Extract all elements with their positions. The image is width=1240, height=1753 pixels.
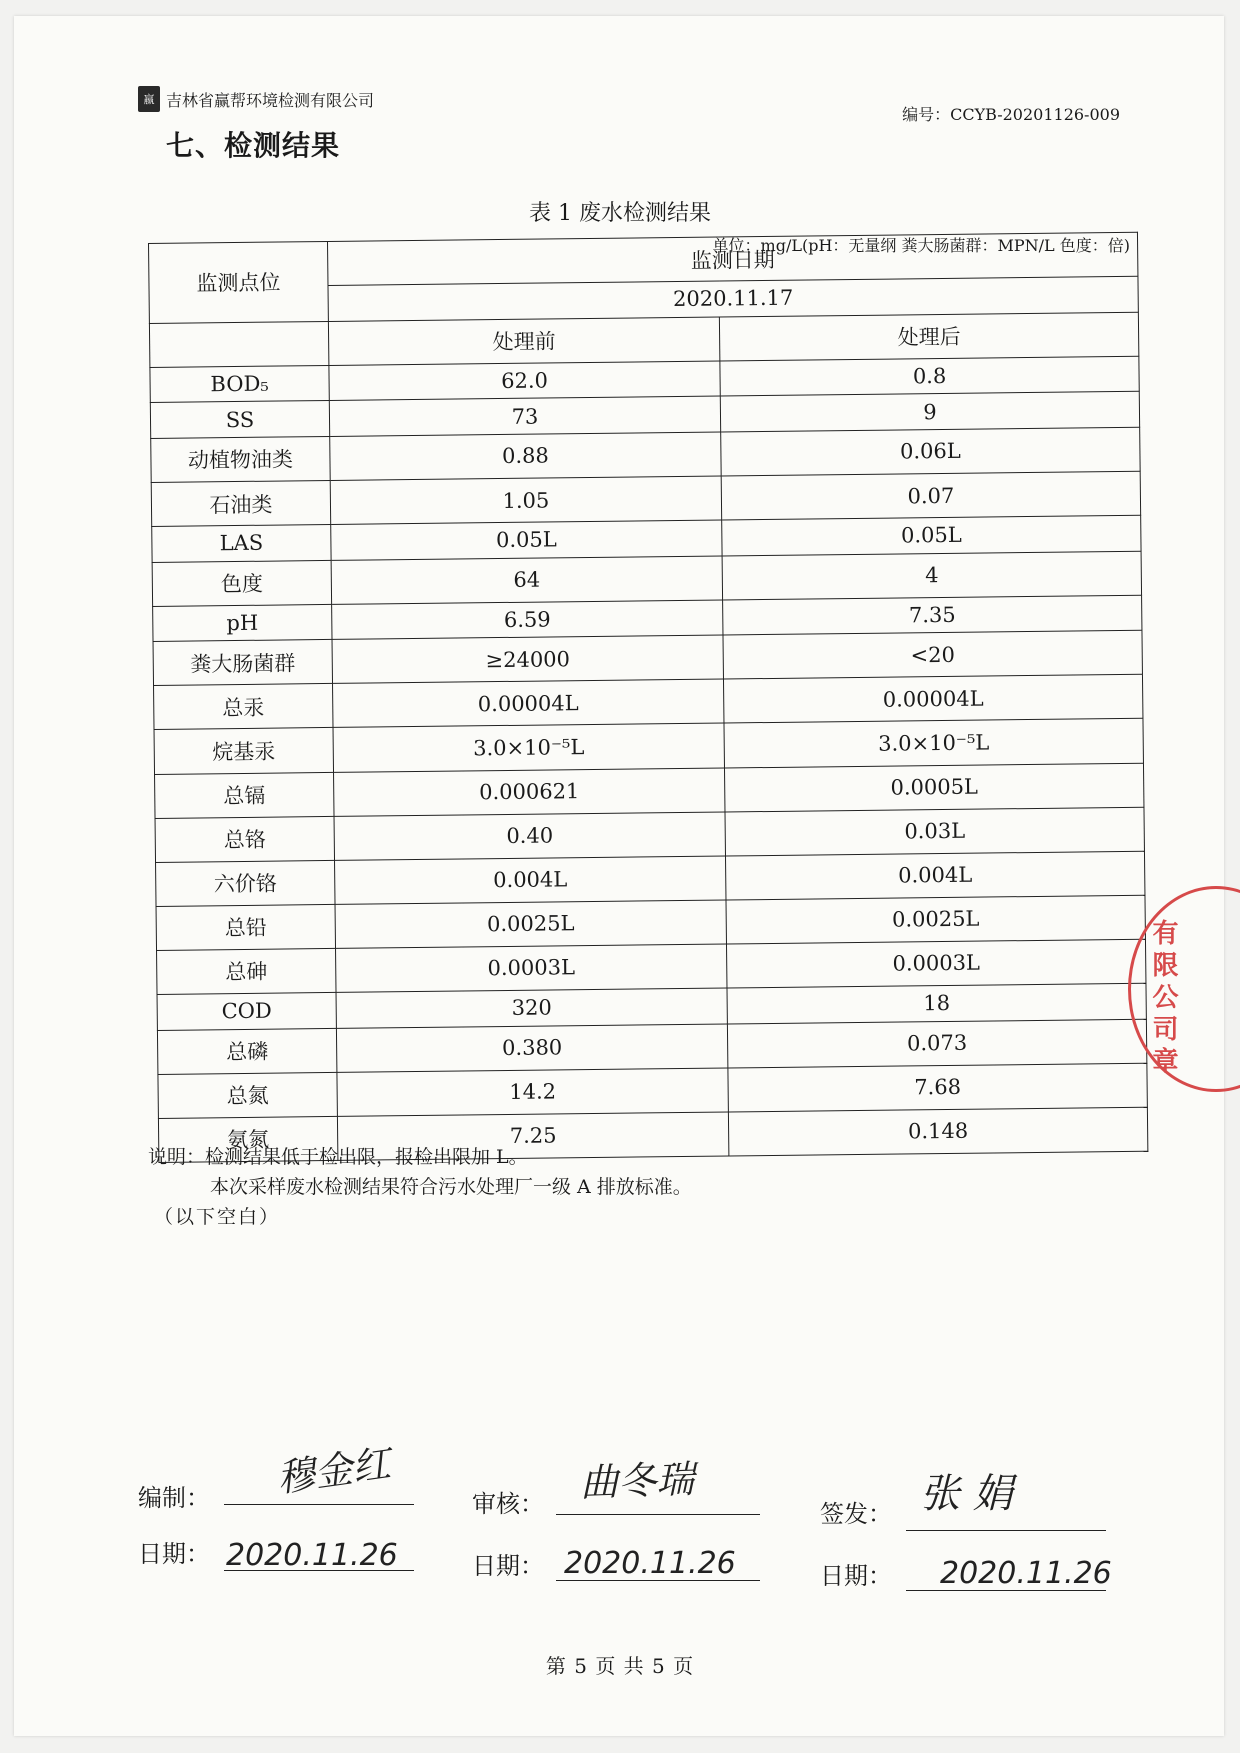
issue-label: 签发： bbox=[820, 1500, 892, 1528]
cell-before: 0.00004L bbox=[333, 679, 724, 728]
cell-after: 18 bbox=[727, 983, 1146, 1023]
col-date-header: 监测日期 bbox=[327, 232, 1137, 285]
cell-after: 0.03L bbox=[725, 807, 1144, 856]
cell-name: 总铅 bbox=[156, 904, 335, 950]
review-label: 审核： bbox=[472, 1490, 544, 1518]
note-detection-limit: 说明：检测结果低于检出限，报检出限加 L。 bbox=[148, 1146, 528, 1168]
cell-after: <20 bbox=[723, 631, 1142, 680]
cell-after: 0.073 bbox=[727, 1019, 1146, 1068]
cell-after: 7.68 bbox=[728, 1063, 1147, 1112]
cell-name: 总磷 bbox=[157, 1028, 336, 1074]
cell-before: 0.0003L bbox=[336, 944, 727, 993]
compile-label: 编制： bbox=[138, 1484, 210, 1512]
compile-date-label: 日期： bbox=[138, 1540, 210, 1568]
cell-name: 总铬 bbox=[155, 816, 334, 862]
table-units: 单位：mg/L(pH：无量纲 粪大肠菌群：MPN/L 色度：倍) bbox=[712, 236, 1130, 255]
company-logo: 嬴 bbox=[138, 86, 160, 112]
cell-before: 0.004L bbox=[335, 856, 726, 905]
cell-name: COD bbox=[157, 992, 336, 1030]
company-name: 吉林省赢帮环境检测有限公司 bbox=[166, 90, 375, 110]
issue-signature: 张 娟 bbox=[920, 1471, 1013, 1517]
cell-after: 0.148 bbox=[728, 1107, 1147, 1156]
table-title: 表 1 废水检测结果 bbox=[529, 201, 711, 226]
cell-after: 0.8 bbox=[720, 356, 1139, 396]
issue-date-label: 日期： bbox=[820, 1562, 892, 1590]
issue-date-line bbox=[906, 1590, 1106, 1591]
cell-name: 烷基汞 bbox=[154, 728, 333, 774]
cell-before: 1.05 bbox=[330, 476, 721, 525]
cell-before: 73 bbox=[329, 396, 720, 436]
col-before-header: 处理前 bbox=[328, 317, 719, 366]
review-date: 2020.11.26 bbox=[564, 1546, 736, 1581]
cell-name: 总氮 bbox=[158, 1072, 337, 1118]
cell-after: 7.35 bbox=[723, 595, 1142, 635]
cell-name: LAS bbox=[152, 525, 331, 563]
cell-name: 总汞 bbox=[154, 684, 333, 730]
cell-before: 0.88 bbox=[330, 432, 721, 481]
cell-before: 0.380 bbox=[336, 1024, 727, 1073]
note-compliance: 本次采样废水检测结果符合污水处理厂一级 A 排放标准。 bbox=[210, 1176, 692, 1198]
cell-after: 9 bbox=[720, 392, 1139, 432]
cell-after: 0.004L bbox=[725, 851, 1144, 900]
cell-after: 0.06L bbox=[721, 427, 1140, 476]
issue-sig-line bbox=[906, 1530, 1106, 1531]
cell-after: 0.0025L bbox=[726, 895, 1145, 944]
cell-after: 0.0005L bbox=[724, 763, 1143, 812]
cell-before: 320 bbox=[336, 988, 727, 1028]
col-point-header: 监测点位 bbox=[149, 241, 329, 323]
cell-before: 0.0025L bbox=[335, 900, 726, 949]
cell-before: 0.40 bbox=[334, 812, 725, 861]
compile-signature: 穆金红 bbox=[273, 1441, 394, 1501]
cell-after: 4 bbox=[722, 551, 1141, 600]
review-date-line bbox=[556, 1580, 760, 1581]
cell-name: 色度 bbox=[152, 560, 331, 606]
review-sig-line bbox=[556, 1514, 760, 1515]
cell-after: 0.07 bbox=[721, 471, 1140, 520]
cell-before: 14.2 bbox=[337, 1068, 728, 1117]
cell-before: 0.000621 bbox=[334, 768, 725, 817]
cell-before: 62.0 bbox=[329, 361, 720, 401]
cell-before: 64 bbox=[331, 556, 722, 605]
cell-name: 六价铬 bbox=[156, 860, 335, 906]
col-after-header: 处理后 bbox=[719, 312, 1138, 361]
cell-after: 0.00004L bbox=[723, 675, 1142, 724]
cell-name: 总镉 bbox=[155, 772, 334, 818]
cell-name: 氨氮 bbox=[158, 1116, 337, 1162]
review-date-label: 日期： bbox=[472, 1552, 544, 1580]
page-footer: 第 5 页 共 5 页 bbox=[545, 1654, 695, 1678]
cell-after: 0.0003L bbox=[726, 939, 1145, 988]
cell-name: BOD₅ bbox=[150, 365, 329, 403]
cell-name: 粪大肠菌群 bbox=[153, 640, 332, 686]
cell-name: 石油类 bbox=[151, 480, 330, 526]
compile-sig-line bbox=[224, 1504, 414, 1505]
sampling-date: 2020.11.17 bbox=[328, 276, 1138, 321]
cell-name: pH bbox=[153, 604, 332, 642]
cell-before: 0.05L bbox=[331, 520, 722, 560]
compile-date: 2020.11.26 bbox=[226, 1538, 398, 1573]
cell-before: ≥24000 bbox=[332, 635, 723, 684]
note-blank-below: （以下空白） bbox=[154, 1206, 281, 1228]
cell-name: 总砷 bbox=[157, 948, 336, 994]
report-number-value: CCYB-20201126-009 bbox=[950, 105, 1120, 124]
cell-after: 3.0×10⁻⁵L bbox=[724, 719, 1143, 768]
compile-date-line bbox=[224, 1570, 414, 1571]
cell-before: 6.59 bbox=[332, 600, 723, 640]
cell-name: 动植物油类 bbox=[151, 436, 330, 482]
seal-text: 有限公司章 bbox=[1148, 919, 1178, 1079]
cell-after: 0.05L bbox=[722, 515, 1141, 555]
cell-before: 7.25 bbox=[337, 1112, 728, 1161]
section-title: 七、检测结果 bbox=[166, 129, 341, 162]
report-number-label: 编号： bbox=[902, 105, 951, 124]
review-signature: 曲冬瑞 bbox=[579, 1457, 695, 1505]
cell-name: SS bbox=[150, 401, 329, 439]
cell-before: 3.0×10⁻⁵L bbox=[333, 723, 724, 772]
issue-date: 2020.11.26 bbox=[940, 1556, 1112, 1591]
